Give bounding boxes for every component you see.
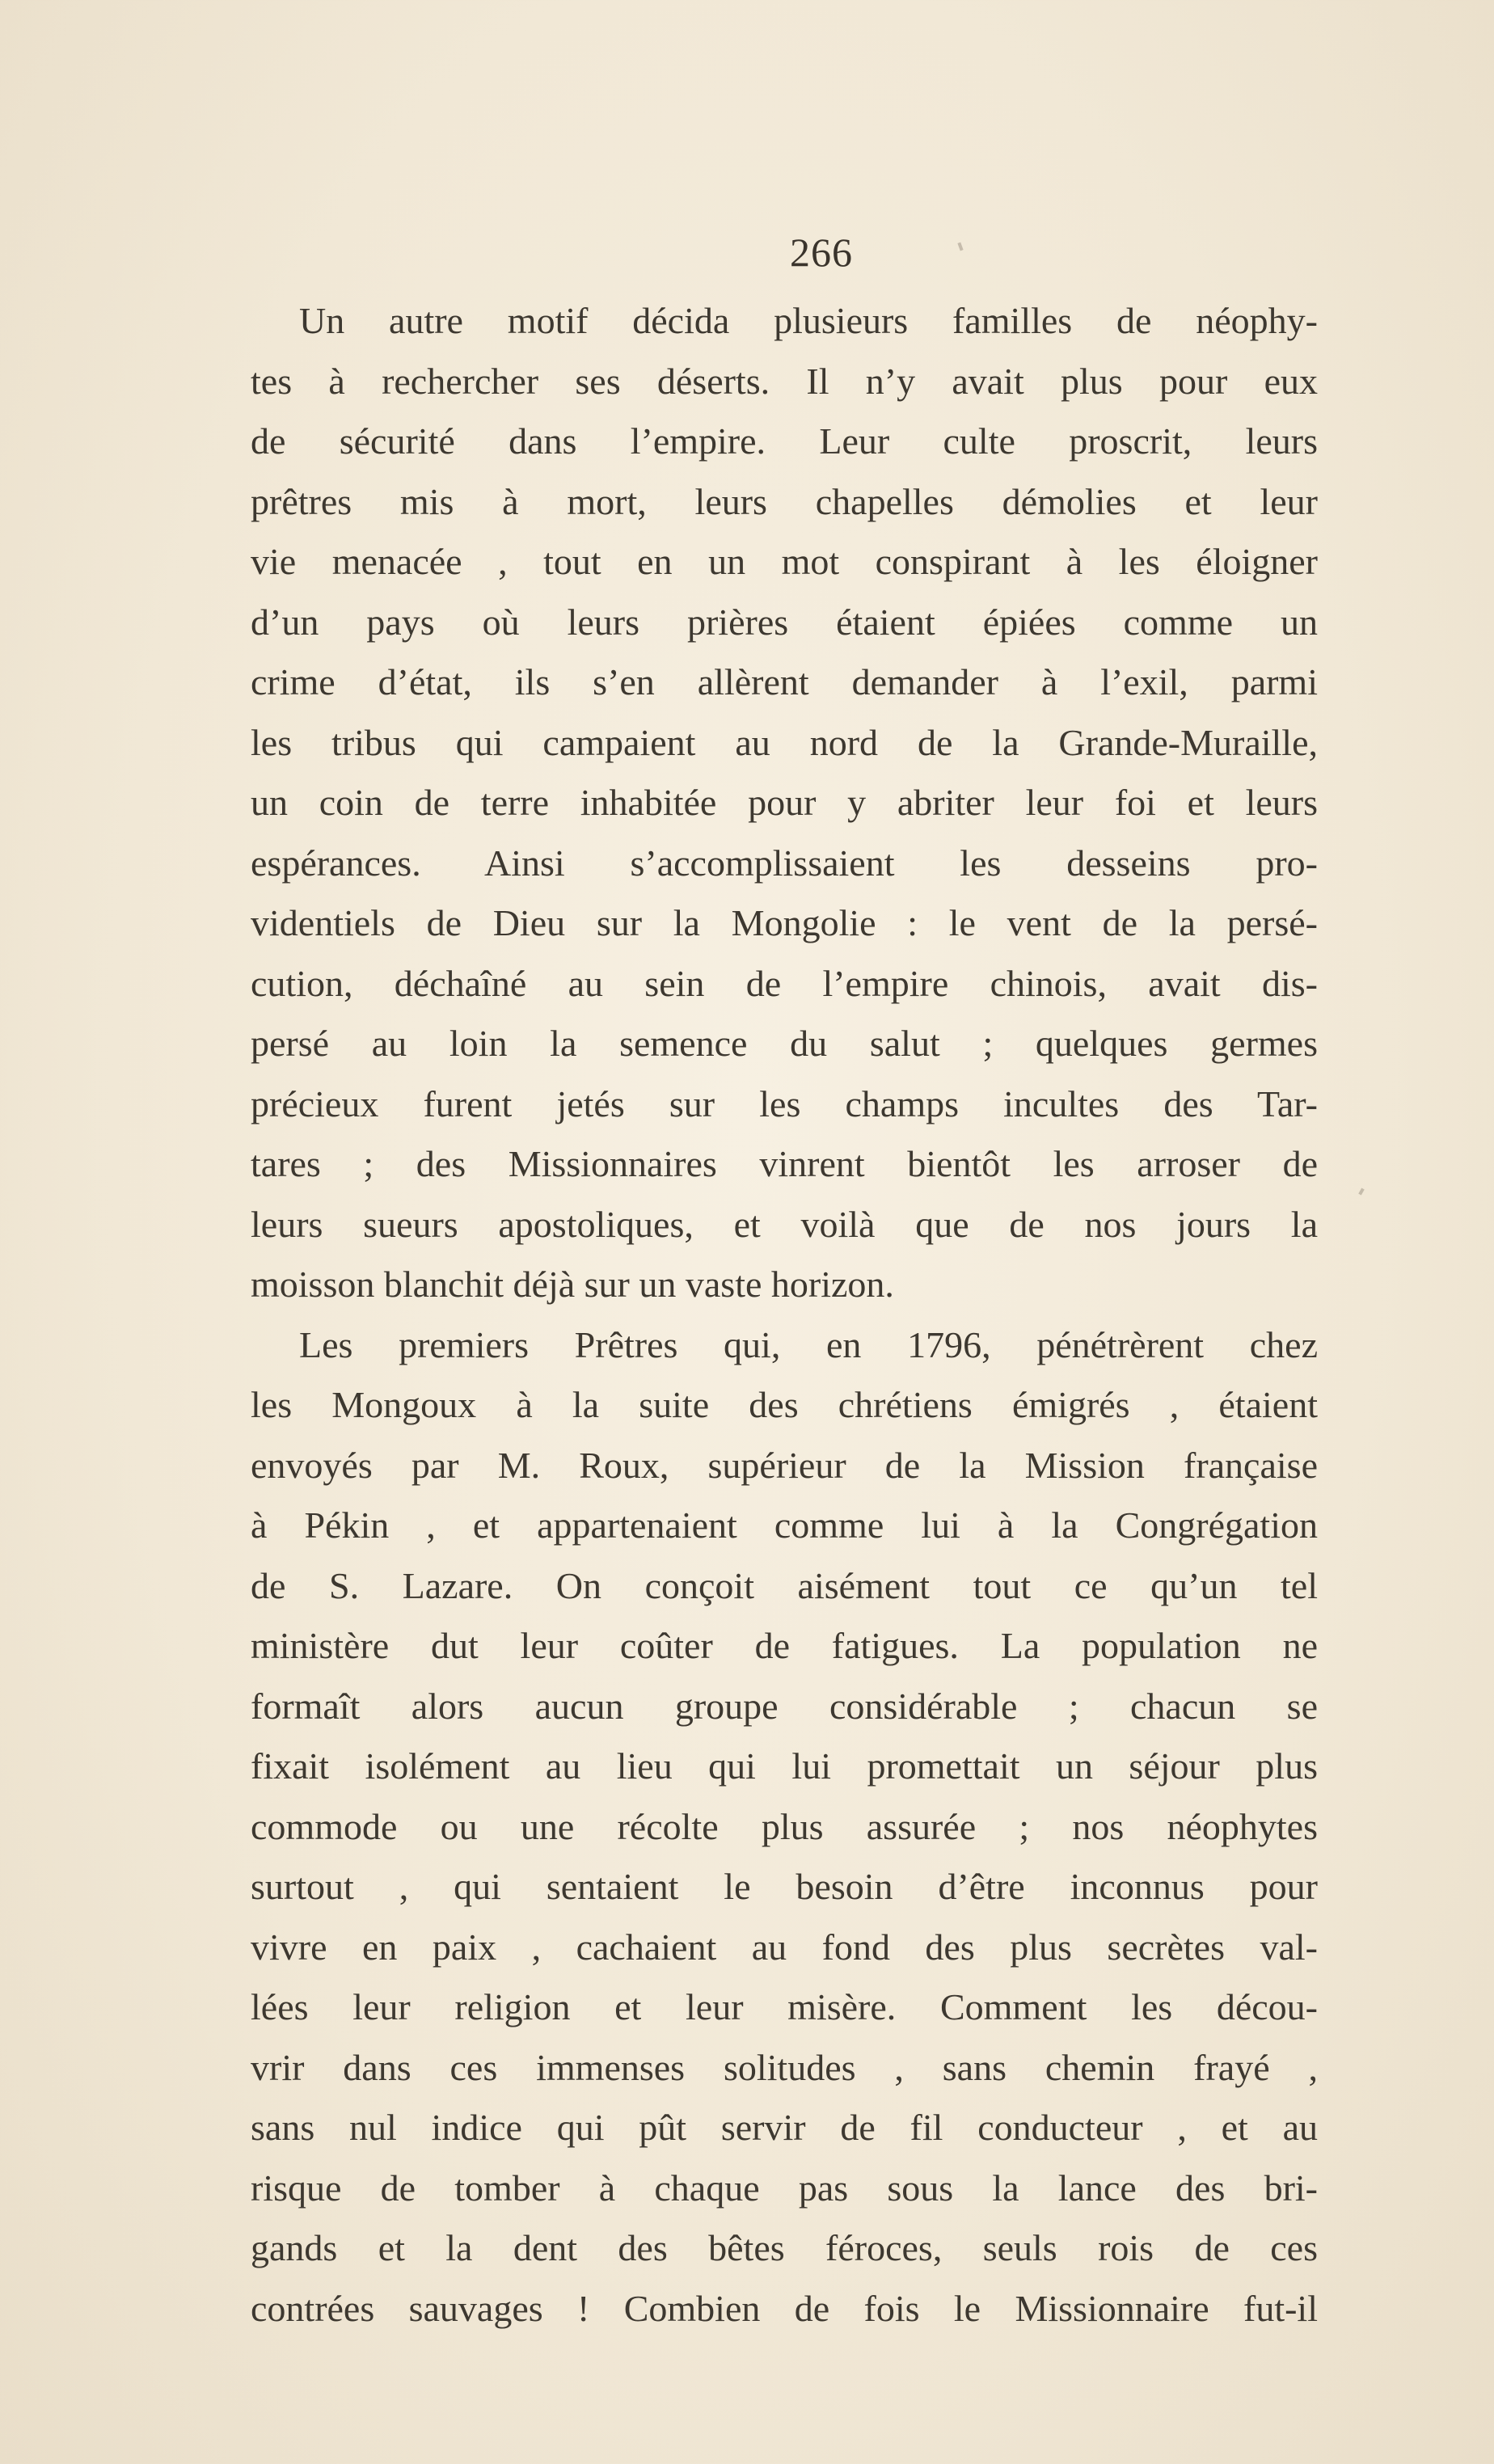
text-line: vivre en paix , cachaient au fond des plus secrètes val-: [251, 1926, 1318, 1968]
text-line: Les premiers Prêtres qui, en 1796, pénétrèrent chez: [299, 1323, 1318, 1365]
text-line: les Mongoux à la suite des chrétiens émigrés , étaient: [251, 1384, 1318, 1425]
text-line: cution, déchaîné au sein de l’empire chinois, avait dis-: [251, 962, 1318, 1004]
text-line: à Pékin , et appartenaient comme lui à la Congrégation: [251, 1504, 1318, 1546]
text-line: les tribus qui campaient au nord de la Grande-Muraille,: [251, 721, 1318, 763]
text-line: commode ou une récolte plus assurée ; nos néophytes: [251, 1805, 1318, 1847]
text-line: leurs sueurs apostoliques, et voilà que de nos jours la: [251, 1203, 1318, 1245]
text-line: Un autre motif décida plusieurs familles de néophy-: [299, 300, 1318, 341]
text-line: ministère dut leur coûter de fatigues. La population ne: [251, 1625, 1318, 1666]
text-line: de S. Lazare. On conçoit aisément tout ce qu’un tel: [251, 1564, 1318, 1606]
text-line: tes à rechercher ses déserts. Il n’y avait plus pour eux: [251, 360, 1318, 402]
text-line: de sécurité dans l’empire. Leur culte proscrit, leurs: [251, 420, 1318, 462]
text-line: surtout , qui sentaient le besoin d’être inconnus pour: [251, 1866, 1318, 1907]
paragraph-1: [251, 291, 1318, 1315]
text-line: prêtres mis à mort, leurs chapelles démolies et leur: [251, 480, 1318, 522]
body-text: [251, 291, 1318, 2339]
text-line: formaît alors aucun groupe considérable ; chacun se: [251, 1685, 1318, 1727]
text-line: d’un pays où leurs prières étaient épiées comme un: [251, 601, 1318, 643]
text-line: videntiels de Dieu sur la Mongolie : le vent de la persé-: [251, 902, 1318, 943]
text-line: précieux furent jetés sur les champs incultes des Tar-: [251, 1082, 1318, 1124]
text-line: persé au loin la semence du salut ; quelques germes: [251, 1023, 1318, 1064]
text-line: vie menacée , tout en un mot conspirant à les éloigner: [251, 541, 1318, 582]
text-line: envoyés par M. Roux, supérieur de la Mission française: [251, 1444, 1318, 1486]
text-line: sans nul indice qui pût servir de fil conducteur , et au: [251, 2107, 1318, 2148]
text-line: vrir dans ces immenses solitudes , sans chemin frayé ,: [251, 2046, 1318, 2088]
page-number: 266: [790, 230, 853, 275]
text-line: un coin de terre inhabitée pour y abriter leur foi et leurs: [251, 782, 1318, 823]
text-line: gands et la dent des bêtes féroces, seuls rois de ces: [251, 2227, 1318, 2268]
text-line: lées leur religion et leur misère. Comment les décou-: [251, 1986, 1318, 2027]
text-line: contrées sauvages ! Combien de fois le Missionnaire fut-il: [251, 2287, 1318, 2329]
text-line: fixait isolément au lieu qui lui promettait un séjour plus: [251, 1745, 1318, 1787]
paper-speck: [1358, 1188, 1364, 1196]
text-line: tares ; des Missionnaires vinrent bientôt les arroser de: [251, 1143, 1318, 1184]
paragraph-2: [251, 1315, 1318, 2340]
text-line: risque de tomber à chaque pas sous la lance des bri-: [251, 2167, 1318, 2209]
text-line: moisson blanchit déjà sur un vaste horizon.: [251, 1264, 894, 1305]
text-line: crime d’état, ils s’en allèrent demander à l’exil, parmi: [251, 661, 1318, 702]
text-line: espérances. Ainsi s’accomplissaient les desseins pro-: [251, 842, 1318, 884]
